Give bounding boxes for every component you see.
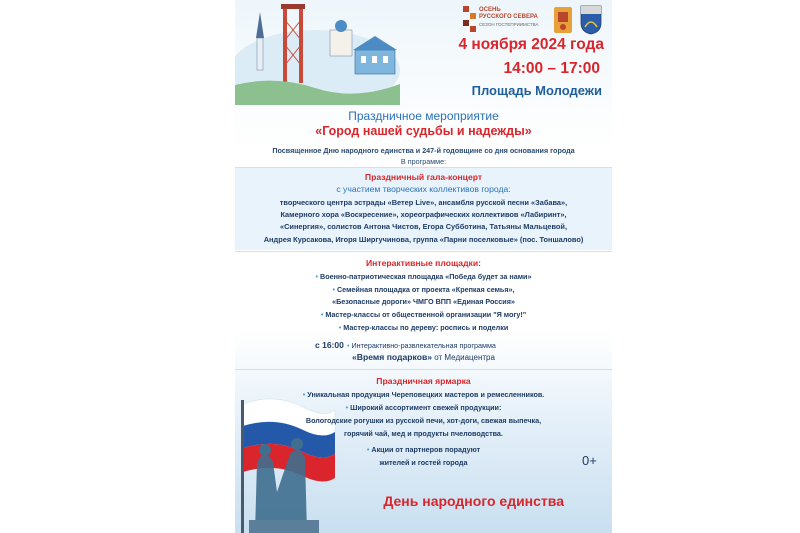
event-subtitle: Посвященное Дню народного единства и 247-й годовщине со дня основания города	[272, 146, 575, 155]
ornament-badge-icon	[553, 6, 573, 34]
fair-item: • Акции от партнеров порадуют	[366, 445, 481, 454]
concert-heading: Праздничный гала-концерт	[364, 172, 483, 182]
festival-logo-text	[479, 7, 539, 28]
area-item: • Мастер-классы от общественной организации "Я могу!"	[320, 310, 527, 319]
city-illustration	[235, 0, 400, 105]
area-item: «Безопасные дороги» ЧМГО ВПП «Единая Россия»	[332, 297, 515, 306]
concert-line: творческого центра эстрады «Ветер Live», ансамбля русской песни «Забава»,	[279, 198, 568, 207]
fair-item: • Широкий ассортимент свежей продукции:	[345, 403, 502, 412]
bullet-icon: •	[332, 285, 337, 294]
event-time: 14:00 – 17:00	[503, 60, 600, 77]
area-item: • Военно-патриотическая площадка «Победа будет за нами»	[315, 272, 532, 281]
logo-strip	[463, 4, 605, 38]
city-crest-icon	[580, 5, 602, 35]
bullet-icon: •	[302, 390, 308, 399]
event-poster	[235, 0, 612, 533]
area-item: • Семейная площадка от проекта «Крепкая семья»,	[332, 285, 515, 294]
gift-from: от Медиацентра	[434, 353, 495, 362]
gift-program	[235, 352, 612, 362]
program-label: В программе:	[400, 157, 447, 166]
fair-item: горячий чай, мед и продукты пчеловодства.	[344, 429, 503, 438]
fair-item: • Уникальная продукция Череповецких мастеров и ремесленников.	[302, 390, 545, 399]
age-rating-badge: 0+	[582, 453, 597, 468]
festival-line1: ОСЕНЬ	[479, 7, 501, 13]
fair-item: жителей и гостей города	[379, 458, 468, 467]
since-time: с 16:00	[315, 340, 344, 350]
footer-title: День народного единства	[383, 493, 564, 509]
divider	[235, 251, 612, 252]
gift-name: «Время подарков»	[352, 352, 433, 362]
bullet-icon: •	[345, 403, 351, 412]
event-date: 4 ноября 2024 года	[458, 36, 604, 53]
festival-mark-icon	[463, 6, 477, 32]
fair-item: Вологодские рогушки из русской печи, хот-доги, свежая выпечка,	[305, 416, 542, 425]
concert-line: Камерного хора «Воскресение», хореографических коллективов «Лабиринт»,	[280, 210, 567, 219]
divider	[235, 369, 612, 370]
fair-heading: Праздничная ярмарка	[376, 376, 471, 386]
bullet-icon: •	[320, 310, 326, 319]
event-place: Площадь Молодежи	[471, 83, 602, 98]
areas-heading: Интерактивные площадки:	[366, 258, 481, 268]
concert-line: «Синергия», солистов Антона Чистов, Егора Субботина, Татьяны Мальцевой,	[279, 222, 568, 231]
festival-line2: РУССКОГО СЕВЕРА	[479, 14, 538, 20]
bullet-icon: •	[315, 272, 321, 281]
event-type: Праздничное мероприятие	[348, 109, 499, 123]
festival-line3: СЕЗОН ГОСТЕПРИИМСТВА	[479, 22, 539, 27]
since-text: • Интерактивно-развлекательная программа	[347, 341, 496, 350]
bullet-icon: •	[347, 341, 352, 350]
bullet-icon: •	[366, 445, 372, 454]
area-item: • Мастер-классы по дереву: роспись и поделки	[338, 323, 509, 332]
bullet-icon: •	[338, 323, 344, 332]
concert-line: Андрея Курсакова, Игоря Ширгучинова, группа «Парни поселковые» (пос. Тоншалово)	[263, 235, 584, 244]
concert-subheading: с участием творческих коллективов города:	[336, 184, 511, 194]
event-title: «Город нашей судьбы и надежды»	[315, 124, 532, 138]
